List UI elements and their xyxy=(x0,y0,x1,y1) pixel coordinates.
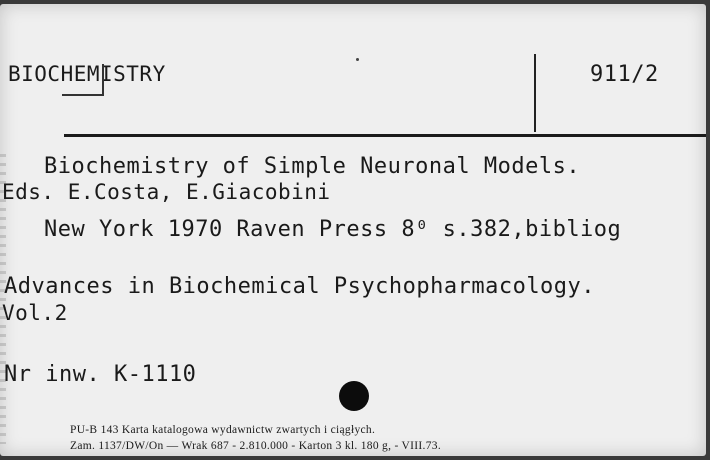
catalog-card xyxy=(0,4,706,456)
imprint-line: New York 1970 Raven Press 8⁰ s.382,bibliog xyxy=(44,217,622,242)
inventory-number: Nr inw. K-1110 xyxy=(4,362,197,387)
footer-line-1: PU-B 143 Karta katalogowa wydawnictw zwartych i ciągłych. xyxy=(70,424,376,436)
editors-line: Eds. E.Costa, E.Giacobini xyxy=(2,180,331,204)
vertical-rule xyxy=(534,54,536,132)
ink-speck xyxy=(356,58,359,61)
subject-heading: BIOCHEMISTRY xyxy=(8,62,166,86)
volume-line: Vol.2 xyxy=(2,301,68,325)
heading-underline-mark xyxy=(62,64,104,96)
series-line: Advances in Biochemical Psychopharmacology. xyxy=(4,274,596,299)
footer-line-2: Zam. 1137/DW/On — Wrak 687 - 2.810.000 - Karton 3 kl. 180 g, - VIII.73. xyxy=(70,440,441,452)
title-line: Biochemistry of Simple Neuronal Models. xyxy=(44,154,581,179)
horizontal-rule xyxy=(64,134,706,137)
punch-hole xyxy=(339,381,369,411)
call-number: 911/2 xyxy=(590,62,659,87)
